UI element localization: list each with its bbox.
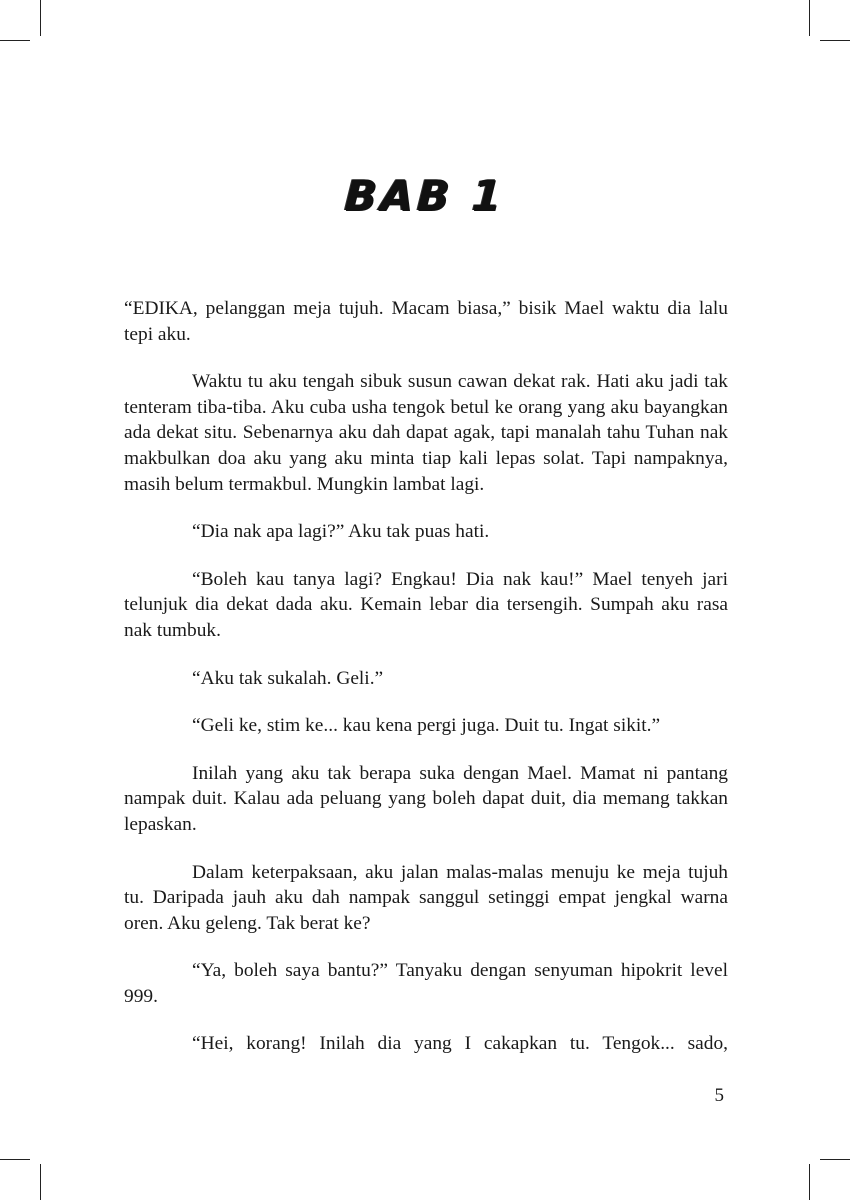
crop-mark-bottom-right-horizontal — [820, 1159, 850, 1160]
paragraph: “Geli ke, stim ke... kau kena pergi juga. Duit tu. Ingat sikit.” — [192, 715, 661, 737]
paragraph: “Ya, boleh saya bantu?” Tanyaku dengan senyuman hipokrit level 999. — [124, 960, 728, 1007]
chapter-title: BAB 1 — [343, 171, 507, 221]
paragraph: Dalam keterpaksaan, aku jalan malas-malas menuju ke meja tujuh tu. Daripada jauh aku dah nampak sanggul setinggi empat jengkal warna oren. Aku geleng. Tak berat ke? — [124, 861, 728, 934]
crop-mark-bottom-left-horizontal — [0, 1159, 30, 1160]
paragraph: “EDIKA, pelanggan meja tujuh. Macam biasa,” bisik Mael waktu dia lalu tepi aku. — [124, 298, 728, 345]
paragraph: “Boleh kau tanya lagi? Engkau! Dia nak kau!” Mael tenyeh jari telunjuk dia dekat dada aku. Kemain lebar dia tersengih. Sumpah aku rasa nak tumbuk. — [124, 568, 728, 641]
crop-mark-bottom-right-vertical — [809, 1164, 810, 1200]
page-number: 5 — [714, 1085, 724, 1106]
crop-mark-top-right-vertical — [809, 0, 810, 36]
paragraph: “Aku tak sukalah. Geli.” — [192, 667, 384, 689]
crop-mark-top-left-vertical — [40, 0, 41, 36]
paragraph: “Dia nak apa lagi?” Aku tak puas hati. — [192, 521, 490, 543]
crop-mark-bottom-left-vertical — [40, 1164, 41, 1200]
chapter-body — [124, 296, 728, 1079]
crop-mark-top-left-horizontal — [0, 40, 30, 41]
paragraph: “Hei, korang! Inilah dia yang I cakapkan tu. Tengok... sado, — [192, 1033, 728, 1055]
paragraph: Waktu tu aku tengah sibuk susun cawan dekat rak. Hati aku jadi tak tenteram tiba-tiba. Aku cuba usha tengok betul ke orang yang aku bayangkan ada dekat situ. Sebenarnya aku dah dapat agak, tapi manalah tahu Tuhan nak makbulkan doa aku yang aku minta tiap kali lepas solat. Tapi nampaknya, masih belum termakbul. Mungkin lambat lagi. — [124, 371, 728, 495]
paragraph: Inilah yang aku tak berapa suka dengan Mael. Mamat ni pantang nampak duit. Kalau ada peluang yang boleh dapat duit, dia memang takkan lepaskan. — [124, 762, 728, 835]
crop-mark-top-right-horizontal — [820, 40, 850, 41]
